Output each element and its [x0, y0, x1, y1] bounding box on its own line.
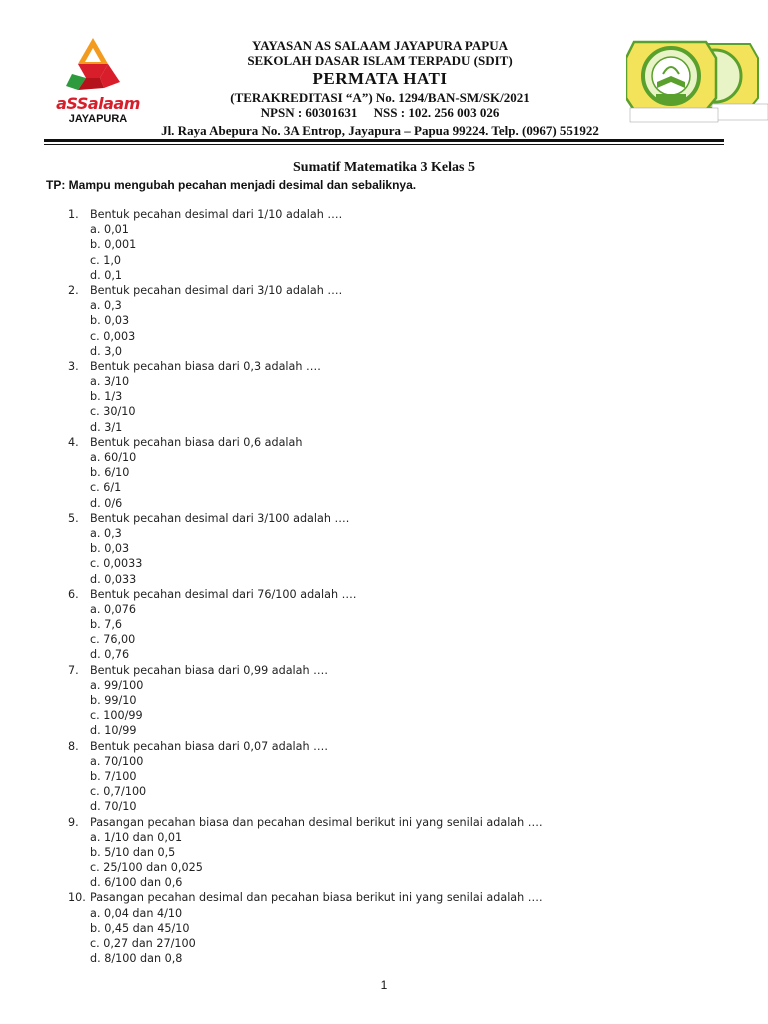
question-number: 2.: [68, 283, 79, 297]
answer-option-text: b. 0,03: [90, 542, 130, 556]
answer-option-text: a. 0,3: [90, 526, 122, 540]
question-text: Bentuk pecahan biasa dari 0,07 adalah ….: [90, 739, 328, 753]
answer-option: [0, 906, 768, 921]
question-item: [0, 511, 768, 526]
answer-option-text: c. 0,27 dan 27/100: [90, 937, 196, 950]
answer-option-text: c. 0,0033: [90, 557, 143, 571]
answer-option: [0, 693, 768, 708]
answer-option-text: b. 0,03: [90, 314, 130, 328]
question-text: Bentuk pecahan desimal dari 3/10 adalah ….: [90, 283, 343, 297]
question-item: [0, 207, 768, 222]
answer-option-text: d. 3,0: [90, 344, 123, 358]
answer-option: [0, 647, 768, 662]
answer-option: [0, 420, 768, 435]
answer-option-text: a. 3/10: [90, 375, 130, 389]
question-number: 9.: [68, 815, 79, 829]
answer-option: [0, 951, 768, 966]
answer-option-text: a. 99/100: [90, 678, 144, 692]
answer-option-text: c. 0,7/100: [90, 785, 147, 799]
answer-option: [0, 632, 768, 647]
answer-option: [0, 222, 768, 237]
answer-option-text: c. 1,0: [90, 253, 122, 267]
answer-option: [0, 329, 768, 344]
answer-option-text: a. 60/10: [90, 451, 137, 464]
assalaam-logo: [44, 36, 144, 128]
letterhead: [0, 0, 768, 145]
question-text: Pasangan pecahan biasa dan pecahan desimal berikut ini yang senilai adalah ….: [90, 815, 543, 829]
answer-option-text: a. 70/100: [90, 754, 144, 768]
question-text: Bentuk pecahan biasa dari 0,6 adalah: [90, 435, 303, 449]
header-divider-thick: [44, 139, 724, 142]
answer-option-text: c. 100/99: [90, 709, 143, 723]
answer-option: [0, 769, 768, 784]
answer-option-text: b. 0,45 dan 45/10: [90, 921, 190, 935]
question-text: Pasangan pecahan desimal dan pecahan biasa berikut ini yang senilai adalah ….: [90, 891, 543, 905]
answer-option: [0, 723, 768, 738]
school-type: SEKOLAH DASAR ISLAM TERPADU (SDIT): [247, 53, 513, 68]
question-item: [0, 283, 768, 298]
logo-city-text: JAYAPURA: [68, 113, 128, 125]
answer-option: [0, 389, 768, 404]
answer-option: [0, 268, 768, 283]
answer-option: [0, 572, 768, 587]
answer-option: [0, 496, 768, 511]
school-name: PERMATA HATI: [312, 69, 448, 88]
school-address: Jl. Raya Abepura No. 3A Entrop, Jayapura – Papua 99224. Telp. (0967) 551922: [161, 123, 599, 138]
answer-option: [0, 602, 768, 617]
answer-option-text: d. 0,033: [90, 572, 137, 586]
answer-option-text: b. 5/10 dan 0,5: [90, 845, 176, 859]
question-item: [0, 359, 768, 374]
answer-option: [0, 860, 768, 875]
answer-option: [0, 845, 768, 860]
answer-option: [0, 754, 768, 769]
answer-option-text: d. 3/1: [90, 420, 123, 434]
question-item: [0, 587, 768, 602]
question-number: 8.: [68, 739, 79, 753]
answer-option-text: d. 70/10: [90, 800, 137, 814]
answer-option-text: c. 25/100 dan 0,025: [90, 861, 203, 875]
answer-option-text: c. 30/10: [90, 405, 136, 419]
answer-option: [0, 708, 768, 723]
question-item: [0, 890, 768, 905]
question-number: 7.: [68, 663, 79, 677]
answer-option: [0, 784, 768, 799]
answer-option-text: a. 0,3: [90, 299, 122, 313]
exam-title: Sumatif Matematika 3 Kelas 5: [293, 160, 475, 175]
permata-hati-logo: [626, 38, 768, 124]
answer-option-text: c. 76,00: [90, 633, 136, 647]
answer-option: [0, 404, 768, 419]
answer-option: [0, 450, 768, 465]
answer-option: [0, 237, 768, 252]
header-divider-thin: [44, 144, 724, 145]
answer-option-text: d. 0,76: [90, 648, 130, 662]
answer-option-text: d. 0/6: [90, 496, 123, 510]
answer-option: [0, 298, 768, 313]
answer-option-text: b. 7,6: [90, 618, 123, 632]
answer-option: [0, 526, 768, 541]
question-number: 10.: [68, 891, 86, 905]
answer-option: [0, 678, 768, 693]
answer-option: [0, 374, 768, 389]
question-text: Bentuk pecahan desimal dari 1/10 adalah ….: [90, 208, 343, 221]
question-item: [0, 815, 768, 830]
answer-option: [0, 313, 768, 328]
answer-option: [0, 799, 768, 814]
answer-option-text: a. 1/10 dan 0,01: [90, 830, 183, 844]
assalaam-emblem-icon: [64, 36, 122, 94]
answer-option: [0, 253, 768, 268]
question-number: 5.: [68, 511, 79, 525]
question-number: 4.: [68, 435, 79, 449]
answer-option: [0, 875, 768, 890]
page-number: 1: [380, 978, 388, 992]
answer-option-text: a. 0,01: [90, 223, 129, 237]
logo-brand-text: aSSalaam: [56, 94, 140, 113]
answer-option-text: a. 0,076: [90, 602, 136, 616]
answer-option-text: c. 6/1: [90, 481, 122, 495]
answer-option: [0, 936, 768, 951]
question-text: Bentuk pecahan desimal dari 76/100 adalah ….: [90, 587, 357, 601]
answer-option: [0, 344, 768, 359]
answer-option-text: b. 6/10: [90, 466, 130, 480]
answer-option: [0, 921, 768, 936]
question-text: Bentuk pecahan biasa dari 0,99 adalah ….: [90, 663, 328, 677]
answer-option: [0, 617, 768, 632]
answer-option-text: d. 0,1: [90, 268, 123, 282]
school-badge-icon: [626, 38, 768, 124]
answer-option: [0, 830, 768, 845]
answer-option-text: b. 99/10: [90, 694, 137, 707]
answer-option-text: b. 7/100: [90, 769, 137, 783]
question-number: 1.: [68, 208, 79, 221]
question-text: Bentuk pecahan biasa dari 0,3 adalah ….: [90, 359, 321, 373]
foundation-name: YAYASAN AS SALAAM JAYAPURA PAPUA: [252, 38, 508, 53]
question-text: Bentuk pecahan desimal dari 3/100 adalah ….: [90, 511, 350, 525]
question-number: 3.: [68, 359, 79, 373]
learning-objective: TP: Mampu mengubah pecahan menjadi desimal dan sebaliknya.: [46, 178, 417, 192]
answer-option: [0, 556, 768, 571]
answer-option-text: d. 10/99: [90, 724, 137, 738]
letterhead-text: [140, 38, 620, 138]
answer-option-text: b. 0,001: [90, 238, 137, 252]
question-item: [0, 435, 768, 450]
question-item: [0, 663, 768, 678]
question-number: 6.: [68, 587, 79, 601]
answer-option: [0, 480, 768, 495]
npsn-nss: NPSN : 60301631 NSS : 102. 256 003 026: [260, 105, 500, 120]
question-item: [0, 739, 768, 754]
answer-option-text: c. 0,003: [90, 329, 136, 343]
answer-option-text: b. 1/3: [90, 390, 123, 404]
question-list: [0, 207, 768, 966]
answer-option-text: d. 8/100 dan 0,8: [90, 952, 183, 966]
accreditation: (TERAKREDITASI “A”) No. 1294/BAN-SM/SK/2021: [230, 90, 530, 105]
answer-option: [0, 541, 768, 556]
answer-option-text: a. 0,04 dan 4/10: [90, 906, 183, 920]
answer-option-text: d. 6/100 dan 0,6: [90, 876, 183, 890]
answer-option: [0, 465, 768, 480]
